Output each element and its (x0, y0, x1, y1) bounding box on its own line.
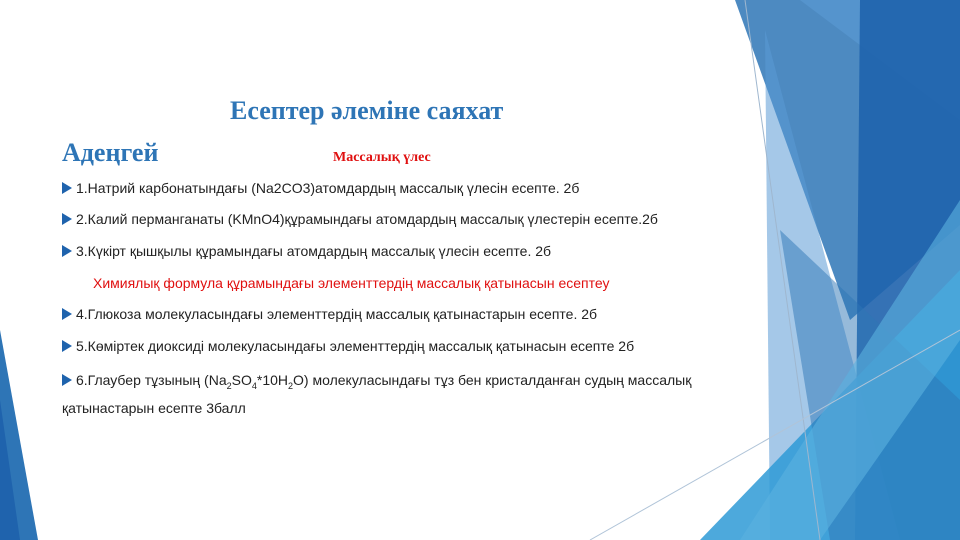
triangle-bullet-icon (62, 213, 72, 225)
task-text: 2.Калий перманганаты (KMnO4)құрамындағы атомдардың массалық үлестерін есепте.2б (76, 211, 658, 227)
task-item (62, 338, 634, 354)
subscript: 4 (251, 380, 257, 391)
task-item (62, 180, 579, 196)
section-heading-mass-ratio: Химиялық формула құрамындағы элементтердің массалық қатынасын есептеу (93, 275, 610, 291)
task-text-part: *10H (256, 372, 289, 388)
triangle-bullet-icon (62, 340, 72, 352)
task-text: 4.Глюкоза молекуласындағы элементтердің массалық қатынастарын есепте. 2б (76, 306, 598, 322)
subscript: 2 (288, 380, 294, 391)
task-text: 5.Көміртек диоксиді молекуласындағы элементтердің массалық қатынасын есепте 2б (76, 338, 635, 354)
task-item (62, 369, 762, 419)
task-item (62, 306, 597, 322)
task-text: 1.Натрий карбонатындағы (Na2CO3)атомдардың массалық үлесін есепте. 2б (76, 180, 580, 196)
task-text: 3.Күкірт қышқылы құрамындағы атомдардың массалық үлесін есепте. 2б (76, 243, 552, 259)
task-text-prefix: 6.Глаубер тұзының (Na (76, 372, 227, 388)
task-text-part: SO (231, 372, 252, 388)
variant-label: Адеңгей (62, 138, 159, 167)
triangle-bullet-icon (62, 245, 72, 257)
task-item (62, 211, 658, 227)
triangle-bullet-icon (62, 374, 72, 386)
subscript: 2 (226, 380, 232, 391)
section-heading-mass-fraction: Массалық үлес (333, 150, 431, 165)
task-item (62, 243, 551, 259)
slide-title: Есептер әлеміне саяхат (230, 96, 504, 125)
triangle-bullet-icon (62, 182, 72, 194)
triangle-bullet-icon (62, 308, 72, 320)
task-text-suffix: O) молекуласындағы тұз бен кристалданған судың массалық қатынастарын есепте 3балл (62, 372, 692, 416)
